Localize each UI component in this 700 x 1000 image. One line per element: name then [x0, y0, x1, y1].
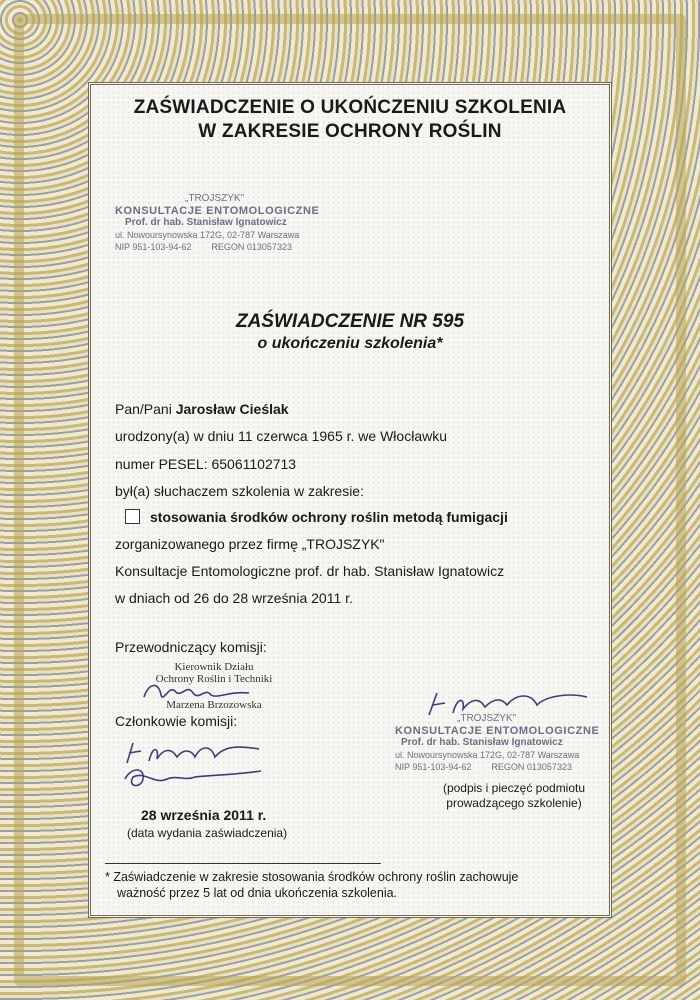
stamp-person: Prof. dr hab. Stanisław Ignatowicz	[125, 217, 287, 228]
stamp2-nip: NIP 951-103-94-62	[395, 762, 472, 772]
footnote	[105, 869, 518, 901]
company-stamp-top	[115, 193, 319, 253]
recipient-line	[115, 401, 289, 417]
course-text: stosowania środków ochrony roślin metodą fumigacji	[150, 509, 508, 525]
course-checkbox[interactable]	[125, 509, 140, 524]
stamp2-person: Prof. dr hab. Stanisław Ignatowicz	[401, 737, 563, 748]
issue-date-caption: (data wydania zaświadczenia)	[127, 826, 288, 840]
signature-caption-1: (podpis i pieczęć podmiotu	[442, 781, 586, 795]
issue-date: 28 września 2011 r.	[141, 807, 267, 823]
organized-line: zorganizowanego przez firmę „TROJSZYK"	[115, 536, 385, 552]
name-prefix: Pan/Pani	[115, 401, 172, 417]
stamp-name: „TROJSZYK"	[185, 193, 245, 204]
pesel-line: numer PESEL: 65061102713	[115, 456, 297, 472]
certificate-subheading: o ukończeniu szkolenia*	[257, 335, 443, 352]
stamp2-regon: REGON 013057323	[491, 762, 572, 772]
participant-line: był(a) słuchaczem szkolenia w zakresie:	[115, 483, 364, 499]
recipient-name: Jarosław Cieślak	[175, 401, 289, 417]
footnote-line-1: * Zaświadczenie w zakresie stosowania środków ochrony roślin zachowuje	[105, 870, 519, 884]
stamp-ids	[115, 241, 319, 253]
stamp2-ids	[395, 761, 599, 773]
chair-name: Marzena Brzozowska	[166, 699, 262, 711]
chair-signature	[139, 677, 259, 707]
organizer-line: Konsultacje Entomologiczne prof. dr hab. Stanisław Ignatowicz	[115, 563, 505, 579]
footnote-divider	[105, 863, 381, 864]
stamp2-company: KONSULTACJE ENTOMOLOGICZNE	[395, 725, 600, 737]
stamp2-name: „TROJSZYK"	[457, 713, 517, 724]
member-signature-2	[115, 761, 265, 793]
chair-label: Przewodniczący komisji:	[115, 639, 267, 655]
stamp-regon: REGON 013057323	[211, 242, 292, 252]
title-line-1: ZAŚWIADCZENIE O UKOŃCZENIU SZKOLENIA	[133, 97, 567, 118]
chair-title-2: Ochrony Roślin i Techniki	[155, 673, 273, 685]
birth-line: urodzony(a) w dniu 11 czerwca 1965 r. we Włocławku	[115, 428, 448, 444]
dates-line: w dniach od 26 do 28 września 2011 r.	[115, 590, 353, 606]
stamp2-address: ul. Nowoursynowska 172G, 02-787 Warszawa	[395, 750, 580, 760]
stamp-company: KONSULTACJE ENTOMOLOGICZNE	[115, 205, 320, 217]
certificate-heading: ZAŚWIADCZENIE NR 595	[235, 311, 465, 332]
signature-caption-2: prowadzącego szkolenie)	[446, 796, 582, 810]
footnote-line-2: ważność przez 5 lat od dnia ukończenia szkolenia.	[117, 886, 398, 900]
chair-title-1: Kierownik Działu	[174, 661, 254, 673]
stamp-nip: NIP 951-103-94-62	[115, 242, 192, 252]
course-line	[125, 509, 508, 525]
certificate-sheet	[88, 82, 612, 918]
signature-caption	[429, 781, 599, 811]
members-label: Członkowie komisji:	[115, 713, 238, 729]
stamp-address: ul. Nowoursynowska 172G, 02-787 Warszawa	[115, 230, 300, 240]
title-line-2: W ZAKRESIE OCHRONY ROŚLIN	[198, 121, 502, 142]
company-stamp-bottom	[395, 713, 599, 773]
